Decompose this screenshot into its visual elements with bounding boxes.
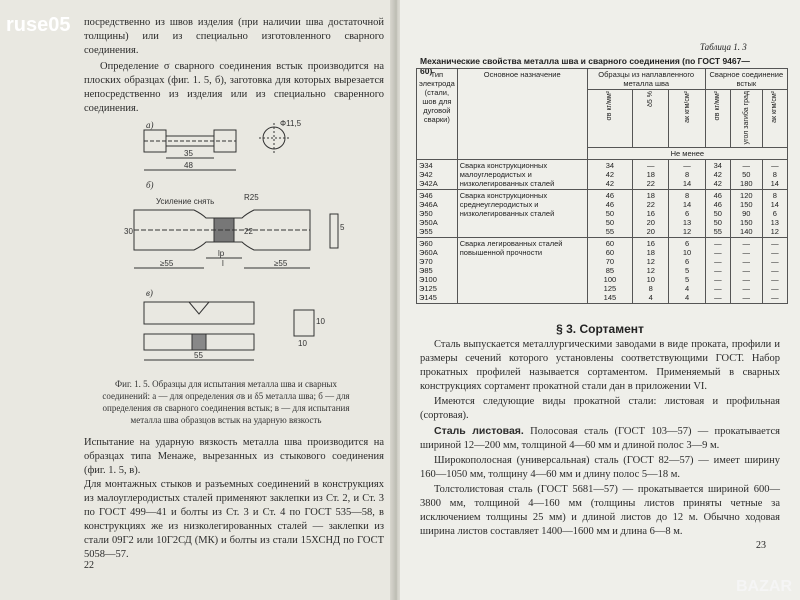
- watermark-logo: ruse05: [6, 14, 71, 36]
- fig-label-b: б): [146, 180, 154, 190]
- dim-55-left: ≥55: [160, 259, 174, 268]
- table-title: Механические свойства металла шва и сварного соединения (по ГОСТ 9467—60): [420, 56, 750, 76]
- right-page: [400, 0, 800, 600]
- fig-label-a: а): [146, 120, 154, 130]
- paragraph: Определение σ сварного соединения встык производится на плоских образцах (фиг. 1. 5, б), заготовка для которых вырезается непосредственно из изделия или из специально сваренного соединения.: [84, 61, 384, 114]
- dim-l: l: [222, 259, 224, 268]
- left-top-text: [84, 16, 384, 118]
- table-cell: 60 60 70 85 100 125 145: [587, 238, 632, 304]
- dim-35: 35: [184, 149, 193, 158]
- table-cell: 46 46 50 50 55: [705, 190, 730, 238]
- table-cell: — 8 14: [762, 160, 787, 190]
- table-cell: Сварка легированных сталей повышенной прочности: [457, 238, 587, 304]
- header-c1: σв кг/мм²: [587, 90, 632, 148]
- section-title: § 3. Сортамент: [556, 322, 644, 336]
- table-cell: — 50 180: [730, 160, 762, 190]
- header-type: Тип электрода (стали, шов для дуговой сварки): [417, 69, 458, 160]
- header-c2: δ5 %: [633, 90, 669, 148]
- fig-label-c: в): [146, 288, 153, 298]
- table-cell: 8 14 6 13 12: [669, 190, 705, 238]
- dim-5: 5: [340, 223, 345, 232]
- table-cell: 18 22 16 20 20: [633, 190, 669, 238]
- paragraph: Толстолистовая сталь (ГОСТ 5681—57) — прокатывается шириной 600—3800 мм, толщиной 4—160 мм (толщины листов приняты четные за исключением толщины 25 мм) и длиной листов до 12 м. Обычно ходовая ширина листов составляет 1400—1600 мм и длина 6—8 м.: [420, 484, 780, 537]
- table-cell: Сварка конструкционных малоуглеродистых и низколегированных сталей: [457, 160, 587, 190]
- right-body-text: [420, 338, 780, 540]
- paragraph: Широкополосная (универсальная) сталь (ГОСТ 82—57) — имеет ширину 160—1050 мм, толщину 4—60 мм и длину полос 5—18 м.: [420, 455, 780, 480]
- left-page: [0, 0, 396, 600]
- dim-55: 55: [194, 351, 203, 360]
- dim-22: 22: [244, 227, 253, 236]
- dim-10: 10: [316, 317, 325, 326]
- table-cell: Сварка конструкционных среднеуглеродистых и низколегированных сталей: [457, 190, 587, 238]
- paragraph: Для монтажных стыков и разъемных соединений в конструкциях из малоуглеродистых сталей применяют заклепки из Ст. 2, и Ст. 3 по ГОСТ 499—41 и болты из Ст. 3 и Ст. 4 по ГОСТ 535—58, в конструкциях же из низколегированных сталей — заклепки из стали 09Г2 или 10Г2СД (МК) и болты из стали 15ХСНД по ГОСТ 5058—57.: [84, 479, 384, 560]
- page-number-right: 23: [756, 540, 766, 551]
- header-c5: угол загиба град: [730, 90, 762, 148]
- dim-r25: R25: [244, 193, 259, 202]
- paragraph: Испытание на ударную вязкость металла шва производится на образцах типа Менаже, вырезанных из стыкового соединения (фиг. 1. 5, в).: [84, 437, 384, 476]
- table-cell: Э60 Э60А Э70 Э85 Э100 Э125 Э145: [417, 238, 458, 304]
- header-c4: σв кг/мм²: [705, 90, 730, 148]
- paragraph: Сталь листовая. Полосовая сталь (ГОСТ 103—57) — прокатывается шириной 12—200 мм, толщиной 4—60 мм и длиной полос 3—9 м.: [420, 425, 780, 451]
- term-sheet-steel: Сталь листовая.: [434, 425, 524, 437]
- dim-30: 30: [124, 227, 133, 236]
- header-group2: Сварное соединение встык: [705, 69, 787, 90]
- table-row: [417, 160, 788, 190]
- paragraph: Сталь выпускается металлургическими заводами в виде проката, профили и размеры сечений которого установлены соответствующими ГОСТ. Набор прокатных профилей называется сортаментом. Применяемый в сварных конструкциях сортамент прокатной стали дан в приложении VI.: [420, 339, 780, 392]
- table-cell: — — — — — — —: [762, 238, 787, 304]
- table-cell: — — — — — — —: [730, 238, 762, 304]
- table-cell: Э34 Э42 Э42А: [417, 160, 458, 190]
- figure-caption: Фиг. 1. 5. Образцы для испытания металла шва и сварных соединений: а — для определения σв и δ5 металла шва; б — для определения σв сварного соединения встык; в — для испытания металла шва образцов встык на ударную вязкость: [102, 379, 350, 425]
- table-cell: 46 46 50 50 55: [587, 190, 632, 238]
- left-bottom-text: [84, 436, 384, 562]
- header-use: Основное назначение: [457, 69, 587, 160]
- page-number-left: 22: [84, 560, 94, 571]
- table-row: [417, 238, 788, 304]
- table-number: Таблица 1. 3: [700, 42, 747, 52]
- dim-10b: 10: [298, 339, 307, 348]
- table-cell: — — — — — — —: [705, 238, 730, 304]
- table-cell: 8 14 6 13 12: [762, 190, 787, 238]
- paragraph: Имеются следующие виды прокатной стали: листовая и профильная (сортовая).: [420, 396, 780, 421]
- header-notless: Не менее: [587, 148, 787, 160]
- label-remove-reinforcement: Усиление снять: [156, 197, 215, 206]
- specimen-figure: [84, 118, 376, 368]
- paragraph: посредственно из швов изделия (при наличии шва достаточной толщины) или из специально изготовленного сварного соединения.: [84, 17, 384, 56]
- header-c3: ак кгм/см²: [669, 90, 705, 148]
- mechanical-properties-table: [416, 68, 788, 304]
- table-cell: — 18 22: [633, 160, 669, 190]
- table-cell: — 8 14: [669, 160, 705, 190]
- table-cell: 34 42 42: [587, 160, 632, 190]
- dim-lp: lр: [218, 249, 225, 258]
- table-cell: 120 150 90 150 140: [730, 190, 762, 238]
- table-row: [417, 190, 788, 238]
- table-cell: 16 18 12 12 10 8 4: [633, 238, 669, 304]
- header-group1: Образцы из наплавленного металла шва: [587, 69, 705, 90]
- bazar-logo: BAZAR: [736, 578, 792, 595]
- table-cell: 34 42 42: [705, 160, 730, 190]
- dim-55-right: ≥55: [274, 259, 288, 268]
- table-cell: Э46 Э46А Э50 Э50А Э55: [417, 190, 458, 238]
- table-cell: 6 10 6 5 5 4 4: [669, 238, 705, 304]
- dim-phi: Ф11,5: [280, 119, 302, 128]
- header-c6: ак кгм/см²: [762, 90, 787, 148]
- dim-48: 48: [184, 161, 193, 170]
